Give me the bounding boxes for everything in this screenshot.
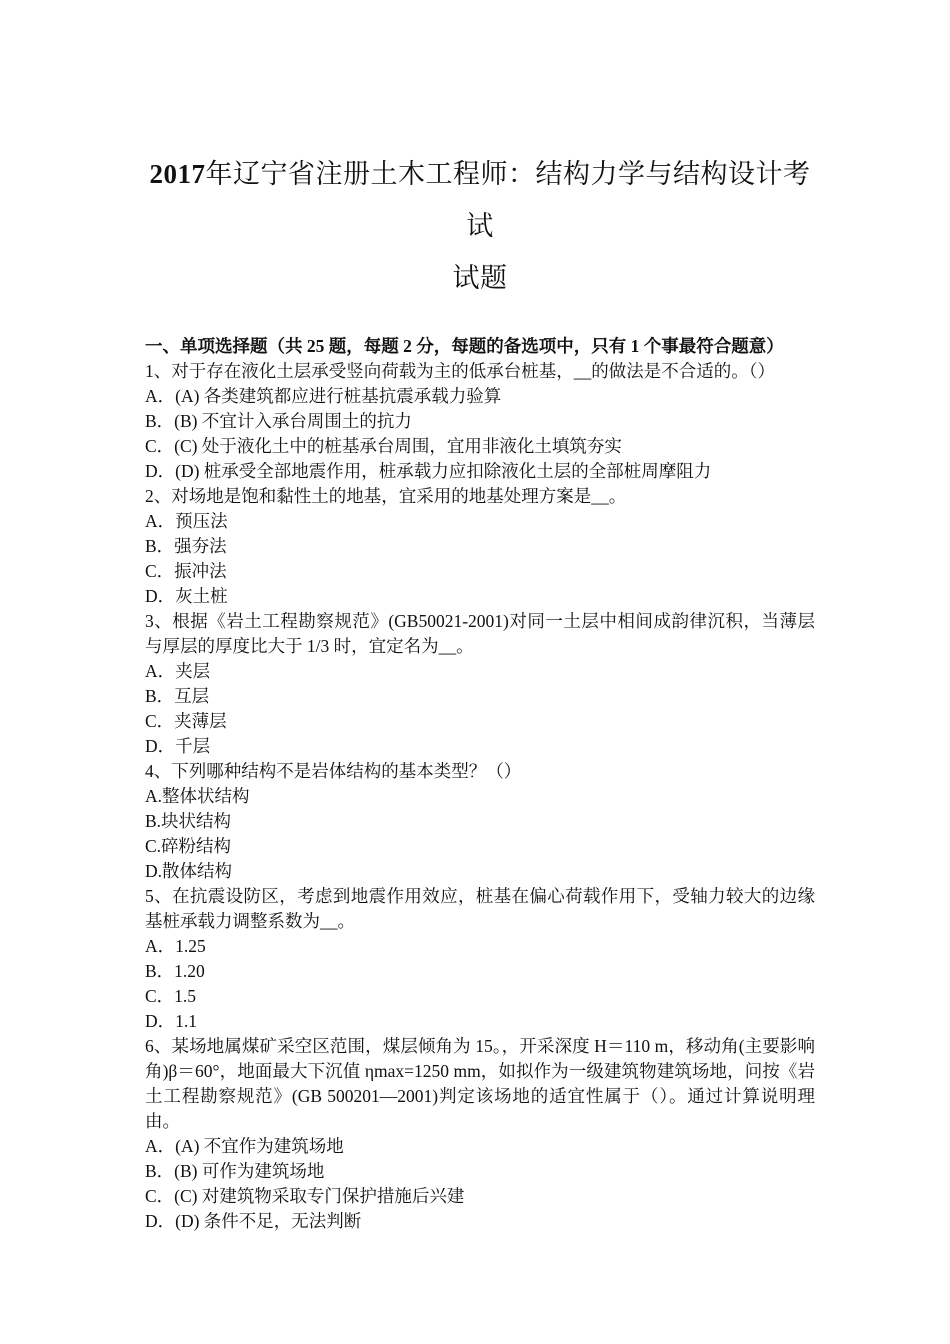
option-c: C．夹薄层 — [145, 711, 227, 731]
title-year: 2017 — [149, 159, 206, 189]
question-3 — [145, 609, 815, 759]
title-line2: 试题 — [452, 263, 508, 293]
document-title — [145, 148, 815, 304]
option-c: C．(C) 对建筑物采取专门保护措施后兴建 — [145, 1186, 465, 1206]
option-a: A．夹层 — [145, 661, 211, 681]
option-d: D．(D) 条件不足，无法判断 — [145, 1211, 362, 1231]
option-a: A.整体状结构 — [145, 786, 250, 806]
option-a: A．预压法 — [145, 511, 228, 531]
question-stem: 3、根据《岩土工程勘察规范》(GB50021-2001)对同一土层中相间成韵律沉积，当薄层与厚层的厚度比大于 1/3 时，宜定名为__。 — [145, 611, 815, 656]
question-1 — [145, 359, 815, 484]
option-b: B．1.20 — [145, 961, 205, 981]
option-a: A．(A) 各类建筑都应进行桩基抗震承载力验算 — [145, 386, 502, 406]
question-stem: 5、在抗震设防区，考虑到地震作用效应，桩基在偏心荷载作用下，受轴力较大的边缘基桩承载力调整系数为__。 — [145, 886, 815, 931]
question-6 — [145, 1034, 815, 1234]
option-c: C．(C) 处于液化土中的桩基承台周围，宜用非液化土填筑夯实 — [145, 436, 622, 456]
option-a: A．1.25 — [145, 936, 206, 956]
option-a: A．(A) 不宜作为建筑场地 — [145, 1136, 344, 1156]
option-d: D.散体结构 — [145, 861, 233, 881]
option-b: B．互层 — [145, 686, 210, 706]
option-b: B．(B) 不宜计入承台周围土的抗力 — [145, 411, 412, 431]
option-c: C．1.5 — [145, 986, 197, 1006]
question-4 — [145, 759, 815, 884]
question-2 — [145, 484, 815, 609]
title-line1: 年辽宁省注册土木工程师：结构力学与结构设计考试 — [205, 159, 811, 241]
question-5 — [145, 884, 815, 1034]
option-d: D．1.1 — [145, 1011, 198, 1031]
option-d: D．(D) 桩承受全部地震作用，桩承载力应扣除液化土层的全部桩周摩阻力 — [145, 461, 712, 481]
question-stem: 2、对场地是饱和黏性土的地基，宜采用的地基处理方案是__。 — [145, 486, 627, 506]
option-b: B．(B) 可作为建筑场地 — [145, 1161, 325, 1181]
option-c: C．振冲法 — [145, 561, 227, 581]
question-stem: 4、下列哪种结构不是岩体结构的基本类型？（） — [145, 761, 522, 781]
section-heading: 一、单项选择题（共 25 题，每题 2 分，每题的备选项中，只有 1 个事最符合题意） — [145, 336, 784, 356]
option-d: D．灰土桩 — [145, 586, 228, 606]
option-c: C.碎粉结构 — [145, 836, 232, 856]
question-stem: 1、对于存在液化土层承受竖向荷载为主的低承台桩基，__的做法是不合适的。（） — [145, 361, 775, 381]
question-stem: 6、某场地属煤矿采空区范围，煤层倾角为 15。，开采深度 H＝110 m，移动角(主要影响角)β＝60°，地面最大下沉值 ηmax=1250 mm，如拟作为一级建筑物建筑场地，问按《岩土工程勘察规范》(GB 500201—2001)判定该场地的适宜性属于（）。通过计算说明理由。 — [145, 1036, 815, 1131]
option-b: B.块状结构 — [145, 811, 232, 831]
document-page — [145, 148, 815, 1234]
option-d: D．千层 — [145, 736, 211, 756]
option-b: B．强夯法 — [145, 536, 227, 556]
